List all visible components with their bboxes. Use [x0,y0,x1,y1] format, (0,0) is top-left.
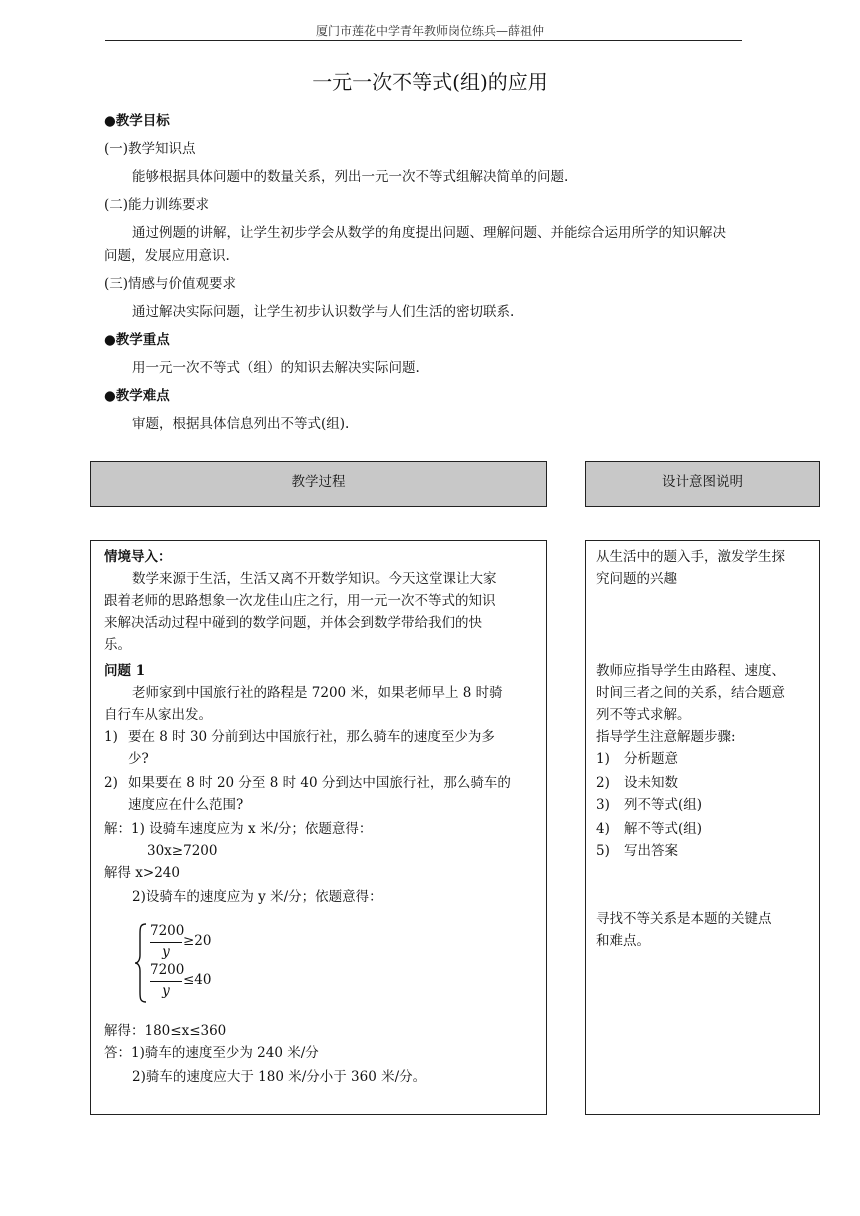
solution-2-line: 2)设骑车的速度应为 y 米/分；依题意得： [132,889,383,905]
inequality-1-denominator: y [162,944,170,960]
inequality-2-relation: ≤40 [183,972,212,988]
intent-line-1: 从生活中的题入手，激发学生探 [596,549,785,565]
intro-line-4: 乐。 [104,637,131,653]
keypoint-heading: ●教学重点 [104,332,170,348]
header-divider [105,40,742,41]
intent-content-box [585,540,820,1115]
solution-1-line: 解：1) 设骑车速度应为 x 米/分；依题意得： [104,821,373,837]
inequality-2-numerator: 7200 [150,962,185,978]
intent-line-2: 究问题的兴趣 [596,571,677,587]
step-1-number: 1) [596,751,610,767]
fraction-bar [150,981,182,982]
step-2-text: 设未知数 [624,775,678,791]
intro-line-2: 跟着老师的思路想象一次龙佳山庄之行，用一元一次不等式的知识 [104,593,496,609]
page-title: 一元一次不等式(组)的应用 [312,70,548,94]
solution-1-result: 解得 x>240 [104,865,180,881]
inequality-1-numerator: 7200 [150,923,185,939]
keypoint-text: 用一元一次不等式（组）的知识去解决实际问题. [132,360,420,376]
objective-2-text-line1: 通过例题的讲解，让学生初步学会从数学的角度提出问题、理解问题、并能综合运用所学的知识解决 [132,225,726,241]
problem-heading: 问题 1 [104,663,146,679]
question-2-line-2: 速度应在什么范围? [128,797,244,813]
step-4-number: 4) [596,821,610,837]
question-2-number: 2) [104,775,118,791]
intent-line-8: 和难点。 [596,933,650,949]
intro-line-1: 数学来源于生活，生活又离不开数学知识。今天这堂课让大家 [132,571,497,587]
question-1-line-2: 少? [128,751,149,767]
page-header: 厦门市莲花中学青年教师岗位练兵—薛祖仲 [315,24,544,38]
step-1-text: 分析题意 [624,751,678,767]
step-3-text: 列不等式(组) [624,797,703,813]
step-5-text: 写出答案 [624,843,678,859]
question-2-line-1: 如果要在 8 时 20 分至 8 时 40 分到达中国旅行社，那么骑车的 [128,775,511,791]
step-5-number: 5) [596,843,610,859]
process-header-label: 教学过程 [291,474,346,490]
intent-header-label: 设计意图说明 [662,474,743,490]
objective-3-label: (三)情感与价值观要求 [104,276,237,292]
process-header-box [90,461,547,507]
question-1-line-1: 要在 8 时 30 分前到达中国旅行社，那么骑车的速度至少为多 [128,729,495,745]
step-3-number: 3) [596,797,610,813]
objective-1-text: 能够根据具体问题中的数量关系，列出一元一次不等式组解决简单的问题. [132,169,569,185]
inequality-1-relation: ≥20 [183,933,212,949]
intent-line-6: 指导学生注意解题步骤: [596,729,736,745]
inequality-2 [150,962,220,1002]
problem-line-2: 自行车从家出发。 [104,707,212,723]
inequality-2-denominator: y [162,983,170,999]
intent-line-4: 时间三者之间的关系，结合题意 [596,685,785,701]
intro-line-3: 来解决活动过程中碰到的数学问题，并体会到数学带给我们的快 [104,615,482,631]
difficulty-heading: ●教学难点 [104,388,170,404]
system-brace-icon [133,922,149,1004]
objectives-heading: ●教学目标 [104,113,170,129]
answer-line-1: 答：1)骑车的速度至少为 240 米/分 [104,1045,319,1061]
step-4-text: 解不等式(组) [624,821,703,837]
problem-line-1: 老师家到中国旅行社的路程是 7200 米，如果老师早上 8 时骑 [132,685,503,701]
solution-1-inequality: 30x≥7200 [147,843,218,859]
intent-line-7: 寻找不等关系是本题的关键点 [596,911,772,927]
intent-line-5: 列不等式求解。 [596,707,691,723]
intro-heading: 情境导入： [104,549,172,565]
step-2-number: 2) [596,775,610,791]
inequality-1 [150,923,220,963]
intent-line-3: 教师应指导学生由路程、速度、 [596,663,785,679]
answer-line-2: 2)骑车的速度应大于 180 米/分小于 360 米/分。 [132,1069,427,1085]
objective-2-label: (二)能力训练要求 [104,197,210,213]
solution-2-result: 解得：180≤x≤360 [104,1023,227,1039]
question-1-number: 1) [104,729,118,745]
intent-header-box [585,461,820,507]
objective-3-text: 通过解决实际问题，让学生初步认识数学与人们生活的密切联系. [132,304,515,320]
fraction-bar [150,942,182,943]
difficulty-text: 审题，根据具体信息列出不等式(组). [132,416,350,432]
objective-1-label: (一)教学知识点 [104,141,196,157]
objective-2-text-line2: 问题，发展应用意识. [104,248,230,264]
